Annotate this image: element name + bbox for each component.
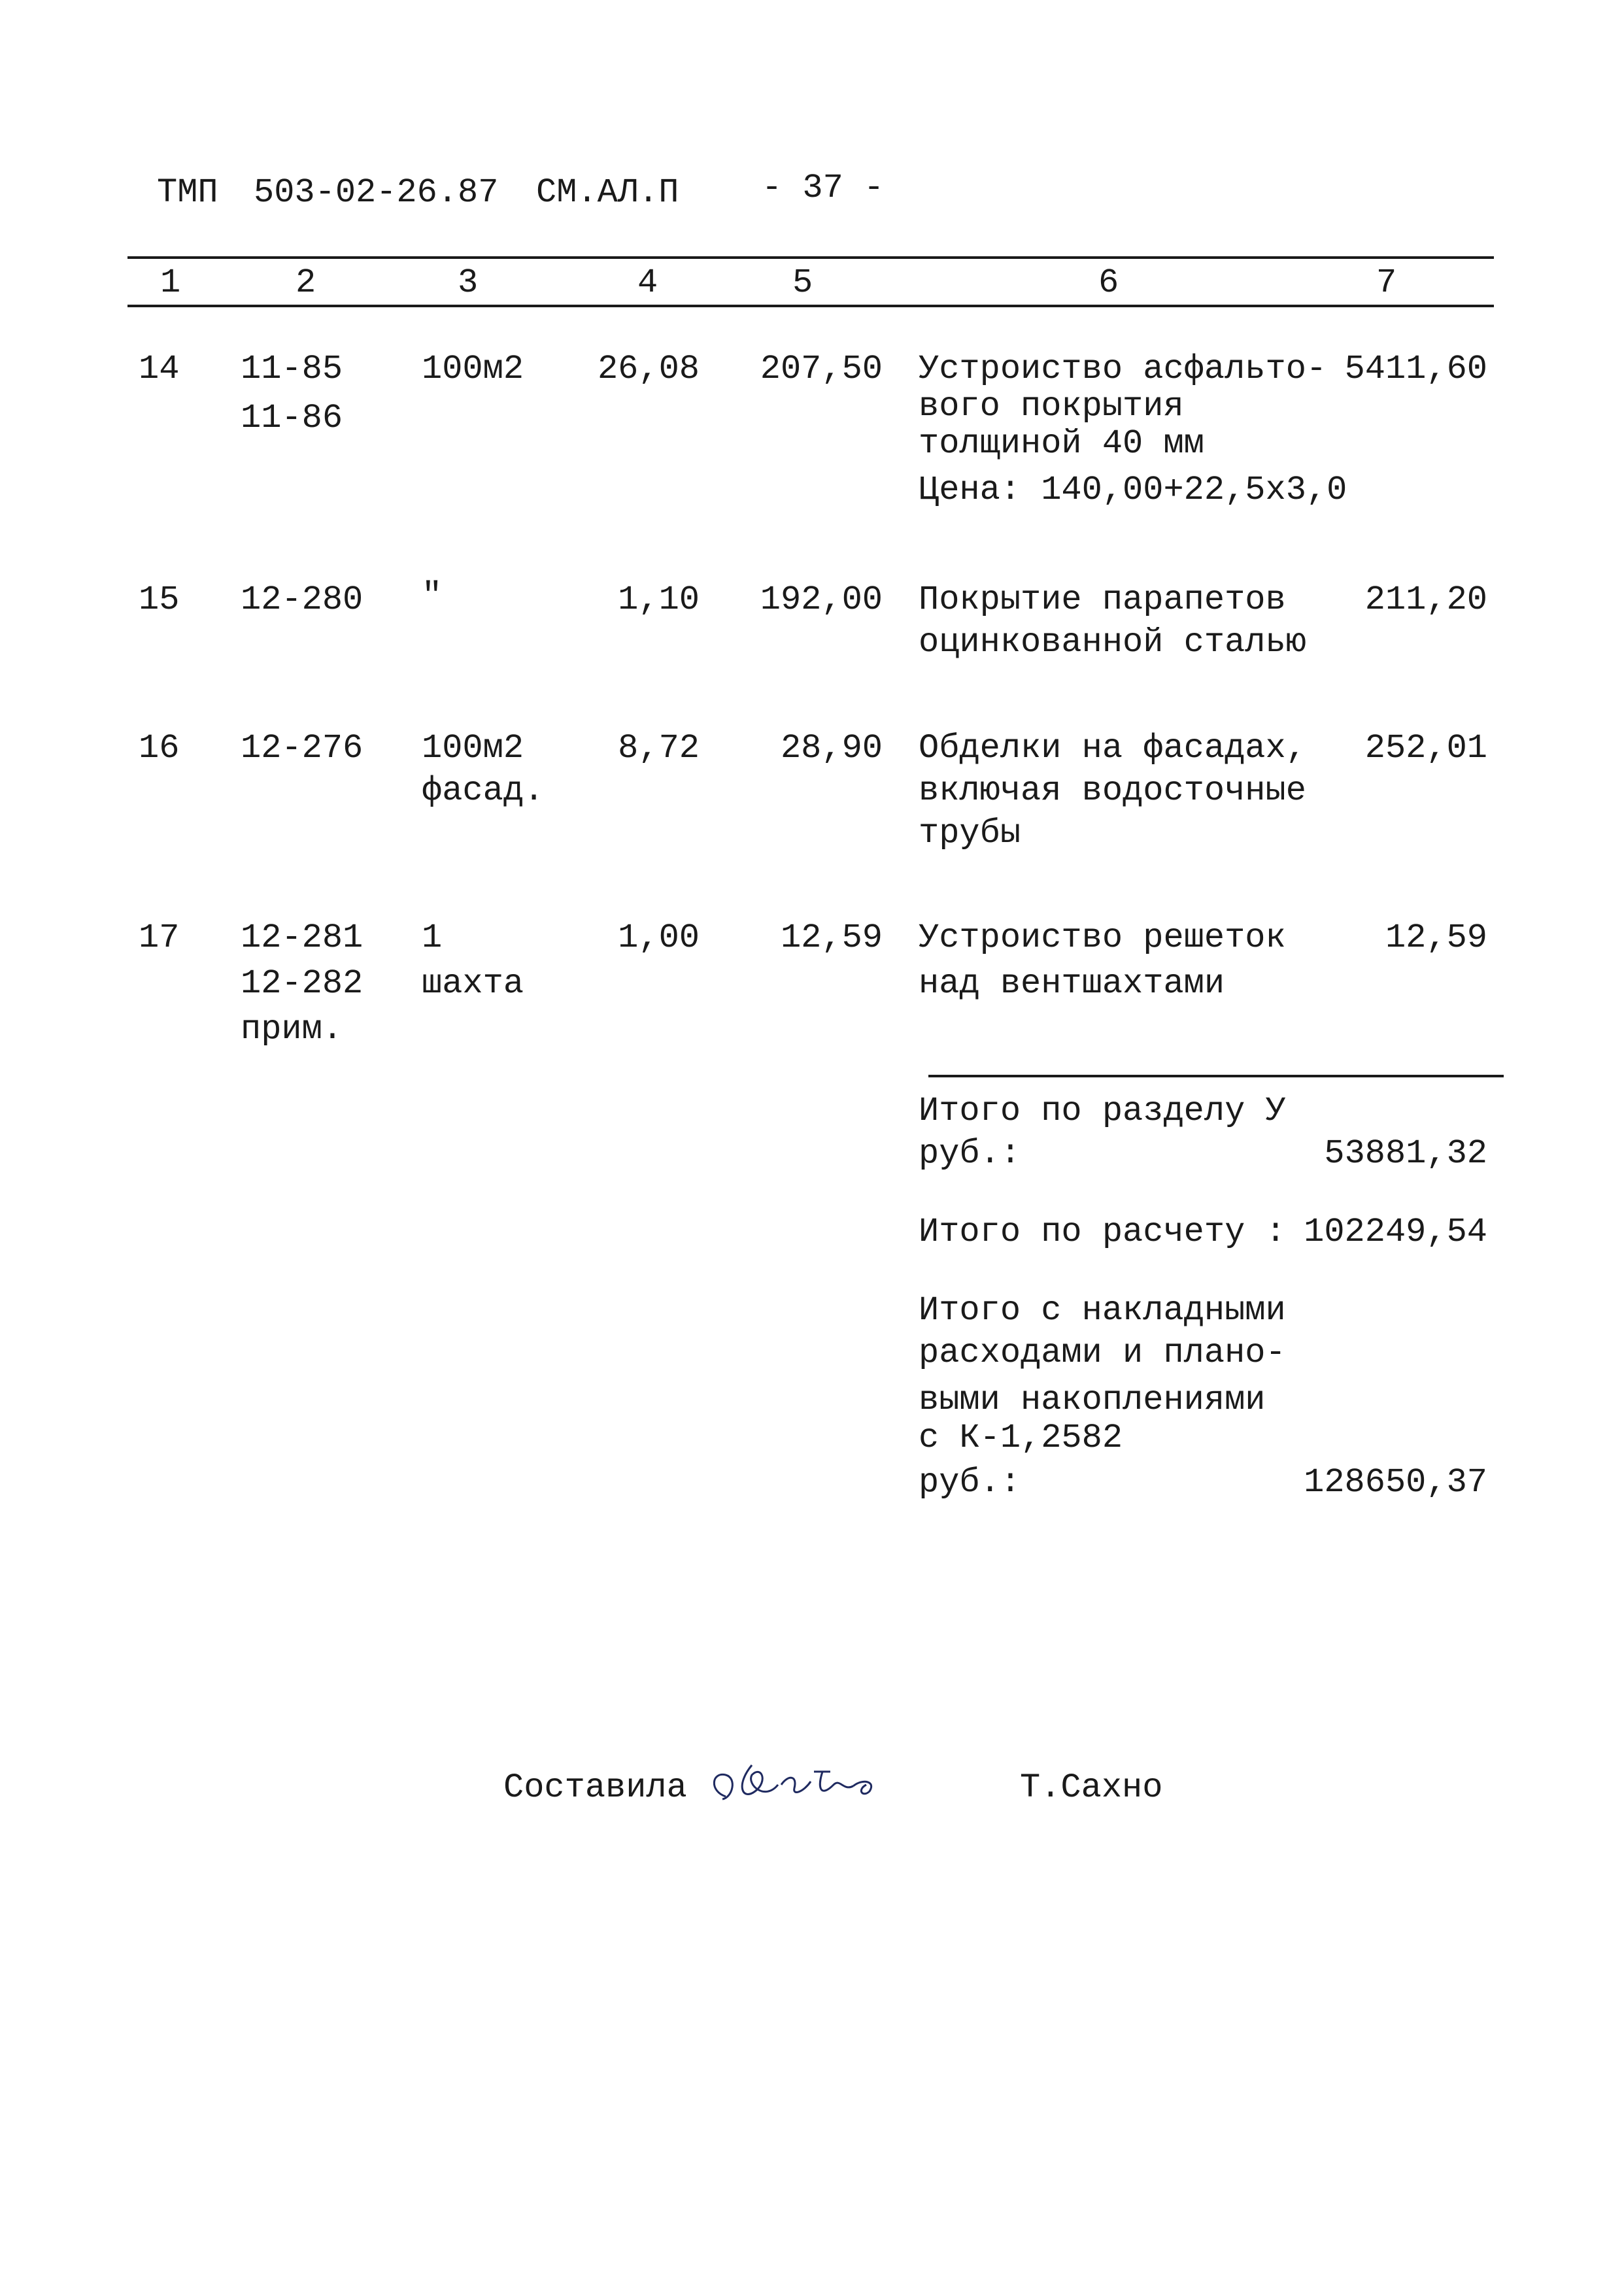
row-description: Обделки на фасадах, — [919, 729, 1306, 767]
signer-name: Т.Сахно — [1020, 1768, 1163, 1807]
header-code: ТМП — [157, 173, 218, 212]
row-code: 12-276 — [241, 729, 364, 767]
row-unit: 1 — [422, 919, 443, 957]
row-description: оцинкованной сталью — [919, 623, 1306, 662]
row-code: 11-85 — [241, 350, 343, 388]
col-header-7: 7 — [1376, 263, 1397, 302]
page-number: - 37 - — [762, 169, 885, 207]
totals-rule — [928, 1075, 1504, 1077]
overhead-total-currency: руб.: — [919, 1463, 1021, 1502]
row-price: 28,90 — [780, 729, 883, 767]
row-price: 207,50 — [760, 350, 883, 388]
overhead-total-value: 128650,37 — [1304, 1463, 1487, 1502]
row-number: 16 — [139, 729, 180, 767]
signature-label: Составила — [503, 1768, 687, 1807]
overhead-total-label: с К-1,2582 — [919, 1419, 1123, 1457]
overhead-total-label: Итого с накладными — [919, 1291, 1286, 1330]
row-code: 11-86 — [241, 399, 343, 437]
overhead-total-label: выми накоплениями — [919, 1381, 1266, 1419]
handwritten-signature — [706, 1746, 902, 1817]
row-description: Устроиство решеток — [919, 919, 1286, 957]
row-code: 12-281 — [241, 919, 364, 957]
col-header-3: 3 — [458, 263, 479, 302]
row-description: трубы — [919, 814, 1021, 852]
header-doc-number: 503-02-26.87 — [254, 173, 499, 212]
table-header-rule — [127, 305, 1494, 307]
row-unit: фасад. — [422, 771, 545, 810]
calc-total-value: 102249,54 — [1304, 1213, 1487, 1251]
row-unit: шахта — [422, 964, 524, 1003]
header-album: СМ.АЛ.П — [536, 173, 679, 212]
col-header-2: 2 — [296, 263, 316, 302]
row-price: 12,59 — [780, 919, 883, 957]
row-description: включая водосточные — [919, 771, 1306, 810]
overhead-total-label: расходами и плано- — [919, 1334, 1286, 1372]
row-description: толщиной 40 мм — [919, 424, 1204, 463]
row-total: 252,01 — [1364, 729, 1487, 767]
row-unit: 100м2 — [422, 350, 524, 388]
section-total-value: 53881,32 — [1324, 1134, 1487, 1173]
row-number: 17 — [139, 919, 180, 957]
row-code: прим. — [241, 1010, 343, 1049]
row-price-note: Цена: 140,00+22,5х3,0 — [919, 471, 1347, 509]
table-top-rule — [127, 256, 1494, 259]
row-number: 15 — [139, 581, 180, 619]
col-header-6: 6 — [1098, 263, 1119, 302]
calc-total-label: Итого по расчету : — [919, 1213, 1286, 1251]
row-unit: " — [422, 577, 443, 615]
col-header-1: 1 — [160, 263, 181, 302]
row-code: 12-280 — [241, 581, 364, 619]
row-price: 192,00 — [760, 581, 883, 619]
row-total: 12,59 — [1385, 919, 1487, 957]
row-description: вого покрытия — [919, 387, 1184, 426]
row-quantity: 26,08 — [597, 350, 700, 388]
row-code: 12-282 — [241, 964, 364, 1003]
row-quantity: 1,00 — [618, 919, 700, 957]
row-number: 14 — [139, 350, 180, 388]
row-total: 5411,60 — [1344, 350, 1487, 388]
row-unit: 100м2 — [422, 729, 524, 767]
col-header-4: 4 — [637, 263, 658, 302]
section-total-label: Итого по разделу У — [919, 1092, 1286, 1130]
row-description: Покрытие парапетов — [919, 581, 1286, 619]
row-description: над вентшахтами — [919, 964, 1225, 1003]
col-header-5: 5 — [792, 263, 813, 302]
row-description: Устроиство асфальто- — [919, 350, 1327, 388]
row-quantity: 8,72 — [618, 729, 700, 767]
row-total: 211,20 — [1364, 581, 1487, 619]
row-quantity: 1,10 — [618, 581, 700, 619]
section-total-currency: руб.: — [919, 1134, 1021, 1173]
